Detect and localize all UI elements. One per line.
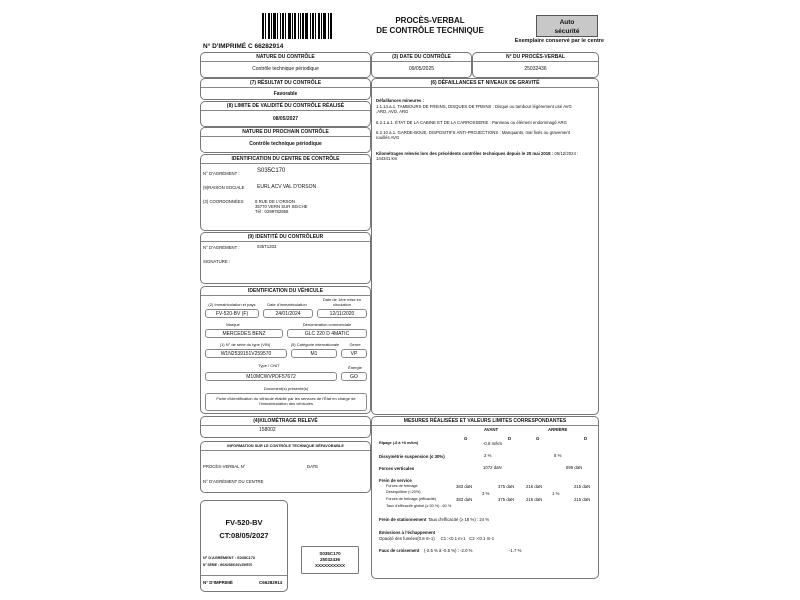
genre-label: Genre	[349, 342, 361, 347]
page-title	[360, 16, 500, 36]
fs-avant-g: 383 daN	[456, 484, 473, 489]
defect-item-3: 6.2.10.a.1. GARDE-BOUE, DISPOSITIFS ANTI-PROJECTIONS : Manquants, mal fixés ou gravement rouillés AVG	[376, 130, 570, 141]
phone-line: Tél : 0299782958	[255, 209, 289, 215]
centre-title: IDENTIFICATION DU CENTRE DE CONTRÔLE	[201, 155, 370, 164]
forces-freinage-label: Forces de freinage	[386, 484, 418, 488]
pv-number-value: 25032436	[524, 66, 547, 72]
desequilibre-arriere: 1 %	[552, 491, 560, 496]
copy-note: Exemplaire conservé par le centre	[514, 38, 604, 44]
km-history	[376, 151, 586, 161]
card-print-value: C66282914	[259, 580, 283, 585]
date-controle-box	[371, 52, 472, 78]
defect-item-1: 1.1.14.a.1. TAMBOURS DE FREINS, DISQUES DE FREINS : Disque ou tambour légèrement usé AVG ,ARD, AVD, ARG	[376, 104, 572, 115]
date-immat-field: 24/01/2024	[263, 309, 313, 318]
controleur-title: (9) IDENTITÉ DU CONTRÔLEUR	[201, 233, 370, 242]
vehicule-title: IDENTIFICATION DU VÉHICULE	[201, 287, 370, 296]
arriere-header: ARRIÈRE	[548, 427, 568, 432]
eff-avant-d: 375 daN	[498, 497, 515, 502]
taux-global: Taux d'efficacité global (≥ 50 %) : 60 %	[386, 504, 452, 508]
emissions-title: Émissions à l'échappement	[379, 530, 436, 535]
date-controle-label: (3) DATE DU CONTRÔLE	[372, 53, 471, 62]
card-print-label: N° D'IMPRIMÉ	[203, 580, 233, 585]
stamp-line3: XXXXXXXXXX	[314, 563, 345, 568]
eff-arriere-d: 215 daN	[574, 497, 591, 502]
avant-header: AVANT	[484, 427, 499, 432]
info-defavorable-title: INFORMATION SUR LE CONTRÔLE TECHNIQUE DÉFAVORABLE	[201, 442, 370, 451]
avant-d-header: D	[508, 436, 512, 441]
km-history-value: 06/12/2024 : 144341 km	[376, 151, 579, 162]
centre-box	[200, 154, 371, 231]
type-cnit-label: Type / CNIT	[258, 363, 280, 368]
centre-address	[255, 199, 308, 215]
dissymetrie-label: Dissymétrie suspension (≤ 30%)	[379, 454, 445, 459]
barcode	[262, 13, 334, 39]
defaillances-box	[371, 78, 599, 415]
efficacite-label: Forces de freinage (efficacité)	[386, 497, 437, 501]
signature-label: SIGNATURE :	[203, 259, 231, 264]
date-circulation-field: 12/11/2020	[317, 309, 367, 318]
info-pv-label: PROCÈS-VERBAL N°	[203, 464, 246, 469]
validite-value: 08/05/2027	[272, 116, 299, 122]
card-serie: N° SÉRIE : W1N2539151V259570	[203, 563, 253, 567]
fs-arriere-d: 215 daN	[574, 484, 591, 489]
auto-securite-badge	[536, 15, 598, 37]
address-line1: 8 RUE DE L'ORSON	[255, 199, 295, 204]
dissymetrie-avant: 2 %	[484, 453, 492, 458]
controleur-agrement-label: N° D'AGRÉMENT :	[203, 245, 240, 250]
resultat-value: Favorable	[273, 91, 298, 97]
coordonnees-label: (3) COORDONNÉES	[203, 199, 244, 204]
arriere-d-header: D	[584, 436, 588, 441]
badge-line1: Auto	[559, 19, 575, 26]
raison-sociale-label: (9)RAISON SOCIALE	[203, 185, 245, 190]
frein-stationnement-label: Frein de stationnement	[379, 517, 427, 522]
prochain-value: Contrôle technique périodique	[249, 141, 322, 147]
documents-label: Document(s) présenté(s)	[263, 386, 309, 391]
validite-label: (8) LIMITE DE VALIDITÉ DU CONTRÔLE RÉALISÉ	[201, 102, 370, 111]
fs-arriere-g: 216 daN	[526, 484, 543, 489]
title-line1: PROCÈS-VERBAL	[395, 16, 465, 25]
denomination-field: GLC 220 D 4MATIC	[287, 329, 367, 338]
marque-field: MERCEDES BENZ	[205, 329, 283, 338]
immat-field: FV-520-BV (F)	[205, 309, 259, 318]
croisement-label: Faux de croisement	[379, 548, 420, 553]
vin-field: W1N2539151V259570	[205, 349, 287, 358]
desequilibre-label: Déséquilibre (<20%)	[386, 490, 421, 494]
energie-field: GO	[341, 372, 367, 381]
centre-agrement-value: S035C170	[257, 168, 286, 174]
resultat-label: (7) RÉSULTAT DU CONTRÔLE	[201, 79, 370, 88]
fs-avant-d: 375 daN	[498, 484, 515, 489]
avant-g-header: G	[464, 436, 468, 441]
prochain-box	[200, 127, 371, 153]
centre-stamp	[301, 546, 359, 574]
print-number: N° D'IMPRIMÉ C 66282914	[203, 43, 284, 50]
dissymetrie-arriere: 8 %	[554, 453, 562, 458]
forces-verticales-arriere: 899 daN	[566, 465, 583, 470]
desequilibre-avant: 3 %	[482, 491, 490, 496]
forces-verticales-label: Forces verticales	[379, 466, 415, 471]
mesures-title: MESURES RÉALISÉES ET VALEURS LIMITES CORRESPONDANTES	[372, 417, 598, 426]
energie-label: Énergie	[348, 365, 362, 370]
date-circulation-label: Date de 1ère mise en circulation	[322, 297, 362, 307]
eff-avant-g: 383 daN	[456, 497, 473, 502]
kilometrage-box	[200, 416, 371, 438]
stamp-line2: 25032436	[319, 557, 341, 562]
km-history-title: Kilométrages relevés lors des précédents contrôles techniques depuis le 20 mai 2018 :	[376, 151, 554, 156]
frein-stationnement-value: Taux d'efficacité (≥ 18 %) : 24 %	[428, 517, 490, 522]
info-centre-label: N° D'AGRÉMENT DU CENTRE	[203, 479, 264, 484]
eff-arriere-g: 216 daN	[526, 497, 543, 502]
type-cnit-field: M10MCWVPDF57672	[205, 372, 337, 381]
kilometrage-value: 158002	[259, 427, 276, 433]
nature-controle-value: Contrôle technique périodique	[252, 66, 319, 72]
nature-controle-label: NATURE DU CONTRÔLE	[201, 53, 370, 62]
ripage-label: Ripage (-8 à +8 m/km)	[379, 441, 419, 445]
kilometrage-title: (4)KILOMÉTRAGE RELEVÉ	[201, 417, 370, 426]
pv-number-box	[472, 52, 599, 78]
immat-label: (2) Immatriculation et pays	[208, 302, 256, 307]
card-ct-date: CT:08/05/2027	[219, 531, 269, 540]
info-date-label: DATE	[307, 464, 319, 469]
address-line2: 35770 VERN SUR SEICHE	[255, 204, 308, 210]
date-controle-value: 09/05/2025	[408, 66, 435, 72]
emissions-value: Opacité des fumées(0.8 m-1) C1 :<0.1 m-1 C2 :<0.1 m-1	[379, 536, 495, 541]
marque-label: Marque	[226, 322, 240, 327]
categorie-field: M1	[291, 349, 337, 358]
documents-field: Fiche d'identification du véhicule établie par les services de l'État en charge de l'immatriculation des véhicules	[205, 393, 367, 411]
ripage-value: -0.8 m/km	[483, 441, 503, 446]
card-agrement: N° D'AGRÉMENT : S035C170	[203, 556, 256, 560]
mesures-box	[371, 416, 599, 579]
categorie-label: (5) Catégorie internationale	[290, 342, 340, 347]
resultat-box	[200, 78, 371, 100]
forces-verticales-avant: 1072 daN	[483, 465, 502, 470]
card-plate: FV-520-BV	[225, 518, 263, 527]
pv-number-label: N° DU PROCÈS-VERBAL	[473, 53, 598, 62]
vehicule-box	[200, 286, 371, 414]
genre-field: VP	[341, 349, 367, 358]
date-immat-label: Date d'immatriculation	[267, 302, 307, 307]
controleur-agrement-value: 035T1303	[257, 244, 277, 249]
raison-sociale-value: EURL ACV VAL D'ORSON	[257, 184, 317, 190]
controleur-box	[200, 232, 371, 284]
croisement-value: (-2.5 % à -0.5 %) : -2.0 %	[424, 548, 473, 553]
defect-item-2: 6.2.1.a.1. ÉTAT DE LA CABINE ET DE LA CARROSSERIE : Panneau ou élément endommagé ARG	[376, 120, 567, 125]
info-defavorable-box	[200, 441, 371, 493]
prochain-label: NATURE DU PROCHAIN CONTRÔLE	[201, 128, 370, 137]
vin-label: (1) N° de série du type (VIN)	[219, 342, 271, 347]
arriere-g-header: G	[536, 436, 540, 441]
croisement-value-2: -1.7 %	[509, 548, 522, 553]
vignette-card	[200, 500, 288, 592]
defaillances-heading: Défaillances mineures :	[376, 98, 425, 103]
badge-line2: sécurité	[554, 28, 580, 35]
validite-box	[200, 101, 371, 127]
title-line2: DE CONTRÔLE TECHNIQUE	[376, 26, 484, 35]
stamp-line1: S035C170	[319, 551, 341, 556]
frein-service-title: Frein de service	[379, 478, 412, 483]
nature-controle-box	[200, 52, 371, 78]
defaillances-title: (6) DÉFAILLANCES ET NIVEAUX DE GRAVITÉ	[372, 79, 598, 88]
centre-agrement-label: N° D'AGRÉMENT :	[203, 171, 240, 176]
denomination-label: Dénomination commerciale	[302, 322, 352, 327]
